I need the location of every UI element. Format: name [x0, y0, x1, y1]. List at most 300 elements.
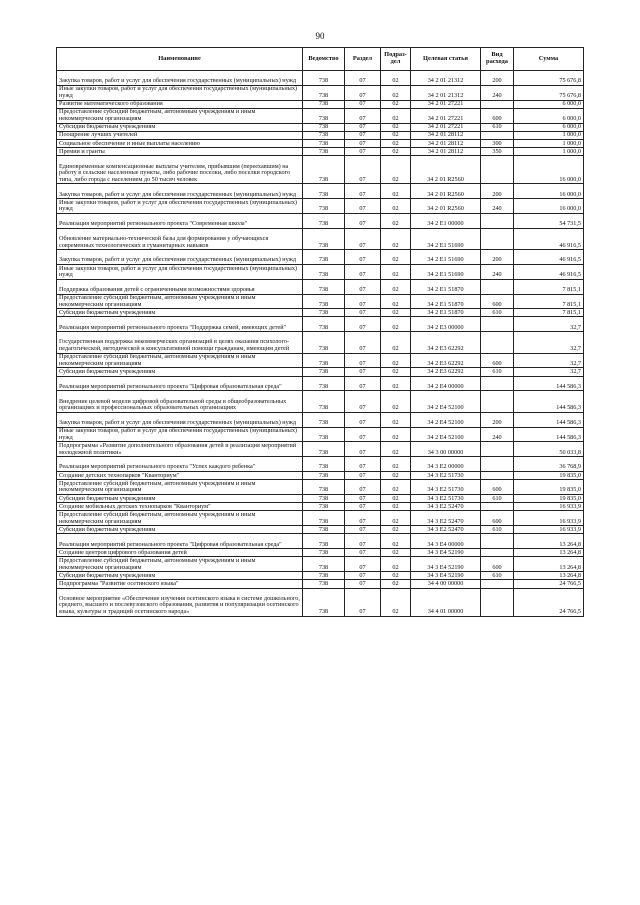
cell-cel: 34 2 E1 51690: [411, 264, 481, 279]
cell-name: Социальное обеспечение и иные выплаты населению: [57, 139, 303, 147]
cell-cel: 34 2 01 27221: [411, 108, 481, 123]
cell-podr: 02: [381, 549, 411, 557]
table-row: [57, 264, 584, 279]
cell-sum: 144 586,3: [514, 376, 584, 391]
table-row: [57, 368, 584, 376]
cell-podr: 02: [381, 480, 411, 495]
table-row: [57, 412, 584, 427]
cell-vid: 300: [481, 139, 514, 147]
cell-cel: 34 3 E2 52470: [411, 526, 481, 534]
cell-sum: 16 933,9: [514, 526, 584, 534]
cell-vid: [481, 457, 514, 472]
cell-vid: 600: [481, 108, 514, 123]
cell-razd: 07: [345, 228, 381, 249]
cell-ved: 738: [303, 472, 345, 480]
cell-razd: 07: [345, 309, 381, 317]
cell-vid: [481, 588, 514, 616]
cell-podr: 02: [381, 123, 411, 131]
cell-cel: 34 3 E2 51730: [411, 472, 481, 480]
cell-ved: 738: [303, 139, 345, 147]
cell-sum: 75 676,8: [514, 71, 584, 86]
table-row: [57, 457, 584, 472]
cell-sum: 32,7: [514, 332, 584, 353]
table-row: [57, 309, 584, 317]
cell-cel: 34 2 E1 51870: [411, 309, 481, 317]
cell-podr: 02: [381, 511, 411, 526]
cell-name: Субсидии бюджетным учреждениям: [57, 368, 303, 376]
cell-ved: 738: [303, 495, 345, 503]
cell-cel: 34 4 01 00000: [411, 588, 481, 616]
cell-ved: 738: [303, 131, 345, 139]
cell-sum: 144 586,3: [514, 391, 584, 412]
cell-podr: 02: [381, 557, 411, 572]
cell-razd: 07: [345, 199, 381, 214]
cell-razd: 07: [345, 139, 381, 147]
cell-cel: 34 2 E4 00000: [411, 376, 481, 391]
table-row: [57, 376, 584, 391]
cell-podr: 02: [381, 495, 411, 503]
cell-sum: 16 000,0: [514, 156, 584, 184]
cell-sum: 32,7: [514, 368, 584, 376]
cell-name: Иные закупки товаров, работ и услуг для обеспечения государственных (муниципальных) нужд: [57, 427, 303, 442]
header-razd: Раздел: [345, 48, 381, 71]
cell-vid: 350: [481, 148, 514, 156]
cell-sum: 36 768,9: [514, 457, 584, 472]
cell-sum: 46 916,5: [514, 250, 584, 265]
cell-name: Субсидии бюджетным учреждениям: [57, 526, 303, 534]
cell-podr: 02: [381, 588, 411, 616]
cell-name: Закупка товаров, работ и услуг для обеспечения государственных (муниципальных) нужд: [57, 71, 303, 86]
cell-sum: 32,7: [514, 317, 584, 332]
cell-ved: 738: [303, 148, 345, 156]
cell-vid: 600: [481, 511, 514, 526]
cell-razd: 07: [345, 85, 381, 100]
header-ved: Ведомство: [303, 48, 345, 71]
cell-vid: 240: [481, 85, 514, 100]
cell-name: Иные закупки товаров, работ и услуг для обеспечения государственных (муниципальных) нужд: [57, 85, 303, 100]
cell-cel: 34 2 E3 00000: [411, 317, 481, 332]
cell-podr: 02: [381, 572, 411, 580]
cell-name: Единовременные компенсационные выплаты учителям, прибывшим (переехавшим) на работу в сельские населенные пункты, либо рабочие поселки, либо поселки городского типа, либо города с населением до 50 тысяч человек: [57, 156, 303, 184]
cell-cel: 34 2 01 21312: [411, 85, 481, 100]
cell-cel: 34 3 E2 00000: [411, 457, 481, 472]
cell-vid: 240: [481, 199, 514, 214]
cell-cel: 34 3 E2 52470: [411, 503, 481, 511]
table-row: [57, 353, 584, 368]
cell-sum: 19 835,0: [514, 495, 584, 503]
cell-vid: 600: [481, 557, 514, 572]
cell-ved: 738: [303, 427, 345, 442]
cell-vid: [481, 580, 514, 588]
table-row: [57, 391, 584, 412]
cell-sum: 144 586,3: [514, 412, 584, 427]
table-row: [57, 511, 584, 526]
cell-vid: 610: [481, 368, 514, 376]
cell-vid: 610: [481, 309, 514, 317]
cell-cel: 34 3 00 00000: [411, 442, 481, 457]
cell-cel: 34 2 01 R2560: [411, 184, 481, 199]
cell-podr: 02: [381, 156, 411, 184]
cell-podr: 02: [381, 71, 411, 86]
cell-ved: 738: [303, 123, 345, 131]
cell-podr: 02: [381, 131, 411, 139]
cell-ved: 738: [303, 368, 345, 376]
cell-cel: 34 2 01 28112: [411, 148, 481, 156]
cell-podr: 02: [381, 457, 411, 472]
page-number: 90: [315, 31, 325, 41]
header-sum: Сумма: [514, 48, 584, 71]
cell-podr: 02: [381, 427, 411, 442]
cell-ved: 738: [303, 264, 345, 279]
table-row: [57, 588, 584, 616]
table-row: [57, 332, 584, 353]
cell-name: Внедрение целевой модели цифровой образовательной среды в общеобразовательных организациях и профессиональных образовательных организациях: [57, 391, 303, 412]
cell-cel: 34 2 E1 51690: [411, 228, 481, 249]
cell-ved: 738: [303, 353, 345, 368]
cell-sum: 32,7: [514, 353, 584, 368]
cell-vid: 600: [481, 294, 514, 309]
table-header-row: [57, 48, 584, 71]
table-row: [57, 442, 584, 457]
cell-razd: 07: [345, 184, 381, 199]
cell-cel: 34 2 01 R2560: [411, 156, 481, 184]
cell-vid: [481, 442, 514, 457]
cell-sum: 19 835,0: [514, 472, 584, 480]
cell-name: Поощрение лучших учителей: [57, 131, 303, 139]
cell-sum: 19 835,0: [514, 480, 584, 495]
cell-podr: 02: [381, 376, 411, 391]
cell-razd: 07: [345, 534, 381, 549]
cell-cel: 34 2 E4 52100: [411, 391, 481, 412]
cell-cel: 34 2 01 27221: [411, 100, 481, 108]
cell-sum: 7 815,1: [514, 309, 584, 317]
cell-ved: 738: [303, 228, 345, 249]
cell-sum: 16 000,0: [514, 199, 584, 214]
cell-name: Обновление материально-технической базы для формирования у обучающихся современных технологических и гуманитарных навыков: [57, 228, 303, 249]
table-row: [57, 156, 584, 184]
cell-ved: 738: [303, 71, 345, 86]
cell-razd: 07: [345, 549, 381, 557]
cell-cel: 34 3 E4 00000: [411, 534, 481, 549]
cell-podr: 02: [381, 148, 411, 156]
cell-ved: 738: [303, 511, 345, 526]
cell-cel: 34 3 E4 52190: [411, 549, 481, 557]
cell-ved: 738: [303, 572, 345, 580]
cell-ved: 738: [303, 294, 345, 309]
cell-vid: [481, 503, 514, 511]
cell-ved: 738: [303, 376, 345, 391]
table-row: [57, 503, 584, 511]
cell-name: Реализация мероприятий регионального проекта "Цифровая образовательная среда": [57, 534, 303, 549]
cell-cel: 34 2 01 R2560: [411, 199, 481, 214]
cell-razd: 07: [345, 511, 381, 526]
cell-vid: [481, 100, 514, 108]
cell-vid: 200: [481, 184, 514, 199]
cell-ved: 738: [303, 391, 345, 412]
cell-name: Предоставление субсидий бюджетным, автономным учреждениям и иным некоммерческим организациям: [57, 511, 303, 526]
cell-name: Государственная поддержка некоммерческих организаций в целях оказания психолого-педагогической, методической и консультативной помощи гражданам, имеющим детей: [57, 332, 303, 353]
cell-podr: 02: [381, 412, 411, 427]
cell-cel: 34 2 E1 51690: [411, 250, 481, 265]
table-row: [57, 480, 584, 495]
cell-vid: [481, 317, 514, 332]
cell-vid: [481, 156, 514, 184]
cell-sum: 144 586,3: [514, 427, 584, 442]
cell-sum: 13 264,8: [514, 534, 584, 549]
cell-vid: [481, 213, 514, 228]
cell-cel: 34 2 E3 62292: [411, 332, 481, 353]
cell-razd: 07: [345, 148, 381, 156]
budget-table: [56, 47, 584, 617]
cell-ved: 738: [303, 503, 345, 511]
cell-podr: 02: [381, 108, 411, 123]
cell-ved: 738: [303, 156, 345, 184]
table-row: [57, 250, 584, 265]
cell-name: Субсидии бюджетным учреждениям: [57, 572, 303, 580]
cell-name: Иные закупки товаров, работ и услуг для обеспечения государственных (муниципальных) нужд: [57, 199, 303, 214]
cell-vid: [481, 549, 514, 557]
cell-razd: 07: [345, 123, 381, 131]
cell-razd: 07: [345, 457, 381, 472]
table-row: [57, 557, 584, 572]
cell-vid: 610: [481, 123, 514, 131]
cell-razd: 07: [345, 391, 381, 412]
cell-name: Создание мобильных детских технопарков "Кванториум": [57, 503, 303, 511]
cell-name: Создание центров цифрового образования детей: [57, 549, 303, 557]
cell-ved: 738: [303, 317, 345, 332]
cell-sum: 6 000,0: [514, 108, 584, 123]
cell-cel: 34 2 01 21312: [411, 71, 481, 86]
cell-name: Развитие математического образования: [57, 100, 303, 108]
cell-ved: 738: [303, 332, 345, 353]
cell-cel: 34 2 E4 52100: [411, 412, 481, 427]
table-row: [57, 184, 584, 199]
cell-vid: 610: [481, 526, 514, 534]
cell-vid: 600: [481, 480, 514, 495]
cell-razd: 07: [345, 572, 381, 580]
cell-sum: 1 000,0: [514, 131, 584, 139]
cell-cel: 34 2 01 28112: [411, 139, 481, 147]
cell-cel: 34 2 E1 51870: [411, 294, 481, 309]
cell-vid: 240: [481, 427, 514, 442]
cell-razd: 07: [345, 442, 381, 457]
cell-name: Предоставление субсидий бюджетным, автономным учреждениям и иным некоммерческим организациям: [57, 480, 303, 495]
cell-ved: 738: [303, 412, 345, 427]
cell-podr: 02: [381, 199, 411, 214]
cell-ved: 738: [303, 588, 345, 616]
cell-cel: 34 3 E2 51730: [411, 480, 481, 495]
cell-cel: 34 2 E1 51870: [411, 279, 481, 294]
cell-razd: 07: [345, 526, 381, 534]
cell-name: Иные закупки товаров, работ и услуг для обеспечения государственных (муниципальных) нужд: [57, 264, 303, 279]
cell-razd: 07: [345, 156, 381, 184]
table-row: [57, 100, 584, 108]
table-row: [57, 294, 584, 309]
cell-sum: 6 000,0: [514, 100, 584, 108]
cell-sum: 46 916,5: [514, 264, 584, 279]
cell-name: Реализация мероприятий регионального проекта "Цифровая образовательная среда": [57, 376, 303, 391]
cell-name: Подпрограмма "Развитие осетинского языка": [57, 580, 303, 588]
table-row: [57, 123, 584, 131]
table-row: [57, 472, 584, 480]
cell-podr: 02: [381, 294, 411, 309]
cell-cel: 34 2 01 28112: [411, 131, 481, 139]
cell-vid: [481, 472, 514, 480]
table-row: [57, 427, 584, 442]
header-vid: Вид расхода: [481, 48, 514, 71]
cell-cel: 34 3 E4 52190: [411, 557, 481, 572]
cell-name: Закупка товаров, работ и услуг для обеспечения государственных (муниципальных) нужд: [57, 412, 303, 427]
cell-razd: 07: [345, 317, 381, 332]
cell-ved: 738: [303, 534, 345, 549]
cell-vid: [481, 332, 514, 353]
table-row: [57, 228, 584, 249]
table-row: [57, 495, 584, 503]
cell-podr: 02: [381, 228, 411, 249]
cell-name: Премии и гранты: [57, 148, 303, 156]
cell-razd: 07: [345, 580, 381, 588]
cell-podr: 02: [381, 213, 411, 228]
cell-cel: 34 2 E4 52100: [411, 427, 481, 442]
table-row: [57, 549, 584, 557]
cell-vid: 200: [481, 412, 514, 427]
cell-name: Субсидии бюджетным учреждениям: [57, 495, 303, 503]
cell-razd: 07: [345, 427, 381, 442]
table-row: [57, 534, 584, 549]
cell-name: Основное мероприятие «Обеспечение изучения осетинского языка в системе дошкольного, среднего, высшего и послевузовского образования, развития и популяризации осетинского языка, культуры и традиций осетинского народа»: [57, 588, 303, 616]
cell-razd: 07: [345, 503, 381, 511]
table-row: [57, 85, 584, 100]
cell-vid: [481, 376, 514, 391]
cell-podr: 02: [381, 279, 411, 294]
cell-podr: 02: [381, 139, 411, 147]
cell-razd: 07: [345, 480, 381, 495]
cell-cel: 34 4 00 00000: [411, 580, 481, 588]
cell-name: Закупка товаров, работ и услуг для обеспечения государственных (муниципальных) нужд: [57, 250, 303, 265]
cell-sum: 16 933,9: [514, 511, 584, 526]
cell-vid: 610: [481, 572, 514, 580]
cell-sum: 16 933,9: [514, 503, 584, 511]
cell-razd: 07: [345, 353, 381, 368]
cell-podr: 02: [381, 317, 411, 332]
cell-podr: 02: [381, 309, 411, 317]
cell-vid: [481, 228, 514, 249]
cell-ved: 738: [303, 526, 345, 534]
cell-podr: 02: [381, 184, 411, 199]
table-row: [57, 71, 584, 86]
cell-ved: 738: [303, 549, 345, 557]
header-podr: Подраз-дел: [381, 48, 411, 71]
cell-cel: 34 2 E3 62292: [411, 368, 481, 376]
cell-sum: 7 815,1: [514, 279, 584, 294]
cell-name: Предоставление субсидий бюджетным, автономным учреждениям и иным некоммерческим организациям: [57, 294, 303, 309]
cell-razd: 07: [345, 294, 381, 309]
cell-name: Поддержка образования детей с ограниченными возможностями здоровья: [57, 279, 303, 294]
cell-ved: 738: [303, 250, 345, 265]
cell-sum: 75 676,8: [514, 85, 584, 100]
cell-razd: 07: [345, 264, 381, 279]
cell-sum: 46 916,5: [514, 228, 584, 249]
table-body: [57, 71, 584, 617]
cell-ved: 738: [303, 442, 345, 457]
header-name: Наименование: [57, 48, 303, 71]
cell-vid: 200: [481, 250, 514, 265]
cell-podr: 02: [381, 534, 411, 549]
cell-podr: 02: [381, 353, 411, 368]
cell-ved: 738: [303, 279, 345, 294]
cell-razd: 07: [345, 557, 381, 572]
cell-ved: 738: [303, 480, 345, 495]
cell-razd: 07: [345, 71, 381, 86]
cell-vid: 200: [481, 71, 514, 86]
cell-name: Предоставление субсидий бюджетным, автономным учреждениям и иным некоммерческим организациям: [57, 557, 303, 572]
cell-razd: 07: [345, 279, 381, 294]
cell-sum: 1 000,0: [514, 139, 584, 147]
cell-cel: 34 3 E2 51730: [411, 495, 481, 503]
table-row: [57, 213, 584, 228]
cell-razd: 07: [345, 376, 381, 391]
cell-ved: 738: [303, 213, 345, 228]
table-row: [57, 580, 584, 588]
table-row: [57, 279, 584, 294]
cell-razd: 07: [345, 131, 381, 139]
cell-name: Реализация мероприятий регионального проекта "Поддержка семей, имеющих детей": [57, 317, 303, 332]
cell-razd: 07: [345, 332, 381, 353]
cell-ved: 738: [303, 184, 345, 199]
cell-podr: 02: [381, 580, 411, 588]
table-row: [57, 317, 584, 332]
cell-name: Создание детских технопарков "Кванториум": [57, 472, 303, 480]
cell-podr: 02: [381, 503, 411, 511]
table-row: [57, 526, 584, 534]
cell-name: Реализация мероприятий регионального проекта "Современная школа": [57, 213, 303, 228]
cell-sum: 13 264,8: [514, 572, 584, 580]
cell-razd: 07: [345, 213, 381, 228]
cell-cel: 34 2 E3 62292: [411, 353, 481, 368]
cell-name: Закупка товаров, работ и услуг для обеспечения государственных (муниципальных) нужд: [57, 184, 303, 199]
cell-podr: 02: [381, 368, 411, 376]
cell-sum: 13 264,8: [514, 557, 584, 572]
cell-razd: 07: [345, 108, 381, 123]
cell-vid: 610: [481, 495, 514, 503]
cell-ved: 738: [303, 580, 345, 588]
cell-sum: 24 766,5: [514, 588, 584, 616]
cell-name: Подпрограмма «Развитие дополнительного образования детей и реализация мероприятий молодежной политики»: [57, 442, 303, 457]
table-row: [57, 139, 584, 147]
cell-vid: [481, 279, 514, 294]
cell-sum: 24 766,5: [514, 580, 584, 588]
cell-cel: 34 2 E1 00000: [411, 213, 481, 228]
cell-sum: 7 815,1: [514, 294, 584, 309]
cell-sum: 50 033,8: [514, 442, 584, 457]
cell-cel: 34 3 E4 52190: [411, 572, 481, 580]
cell-podr: 02: [381, 526, 411, 534]
cell-name: Предоставление субсидий бюджетным, автономным учреждениям и иным некоммерческим организациям: [57, 108, 303, 123]
cell-vid: 240: [481, 264, 514, 279]
cell-razd: 07: [345, 100, 381, 108]
cell-ved: 738: [303, 557, 345, 572]
cell-name: Предоставление субсидий бюджетным, автономным учреждениям и иным некоммерческим организациям: [57, 353, 303, 368]
cell-name: Субсидии бюджетным учреждениям: [57, 309, 303, 317]
table-row: [57, 199, 584, 214]
cell-razd: 07: [345, 250, 381, 265]
cell-sum: 6 000,0: [514, 123, 584, 131]
cell-podr: 02: [381, 250, 411, 265]
cell-sum: 13 264,8: [514, 549, 584, 557]
cell-podr: 02: [381, 472, 411, 480]
table-row: [57, 131, 584, 139]
cell-vid: [481, 534, 514, 549]
